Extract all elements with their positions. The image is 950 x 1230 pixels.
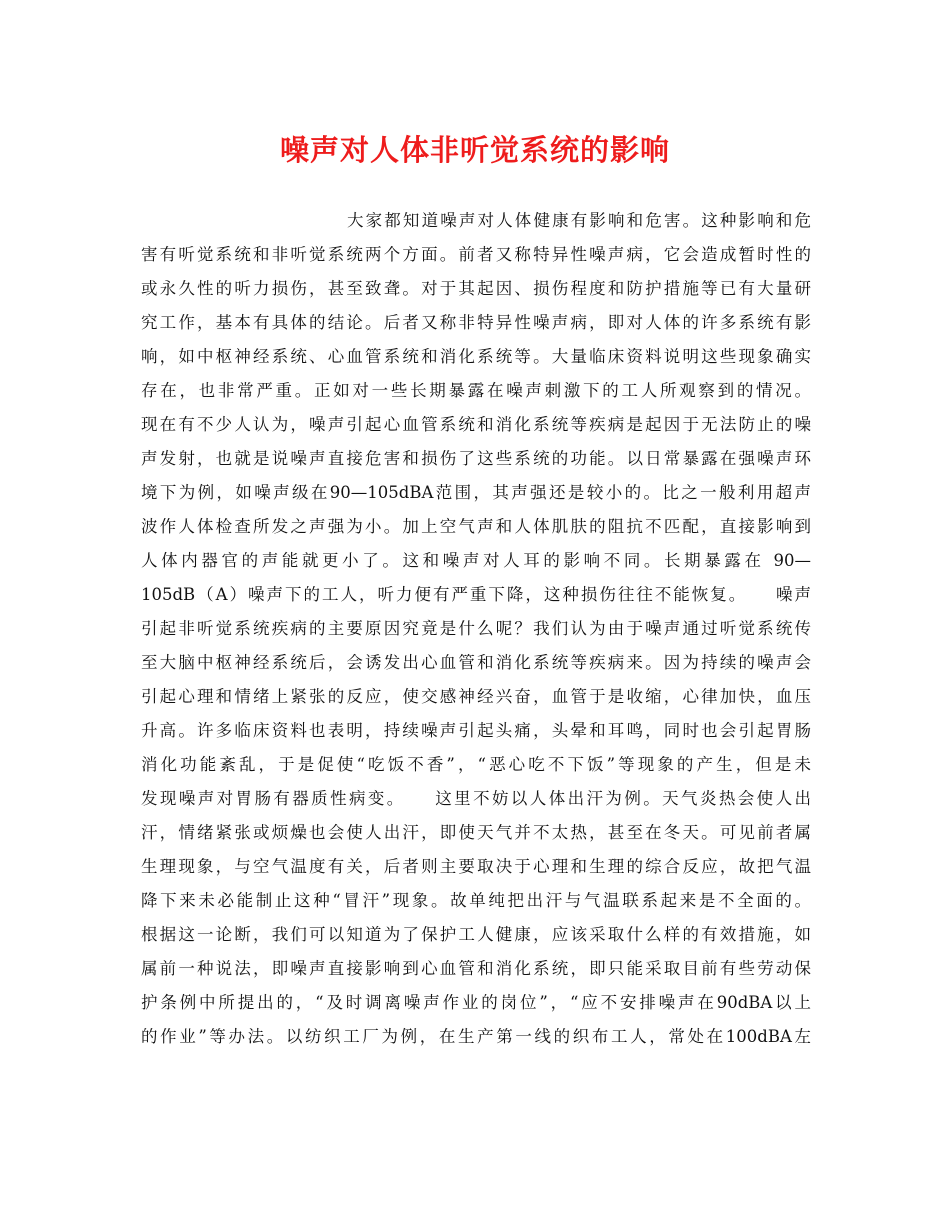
- body-line: 引起心理和情绪上紧张的反应，使交感神经兴奋，血管于是收缩，心律加快，血压: [141, 687, 811, 706]
- body-line: 或永久性的听力损伤，甚至致聋。对于其起因、损伤程度和防护措施等已有大量研: [141, 279, 811, 298]
- body-line: 升高。许多临床资料也表明，持续噪声引起头痛，头晕和耳鸣，同时也会引起胃肠: [141, 721, 811, 740]
- body-line: 害有听觉系统和非听觉系统两个方面。前者又称特异性噪声病，它会造成暂时性的: [141, 245, 811, 264]
- body-line: 大家都知道噪声对人体健康有影响和危害。这种影响和危: [347, 211, 811, 230]
- body-line: 生理现象，与空气温度有关，后者则主要取决于心理和生理的综合反应，故把气温: [141, 857, 811, 876]
- body-line: 人体内器官的声能就更小了。这和噪声对人耳的影响不同。长期暴露在 90—: [141, 551, 811, 570]
- body-line: 波作人体检查所发之声强为小。加上空气声和人体肌肤的阻抗不匹配，直接影响到: [141, 517, 811, 536]
- body-line: 境下为例，如噪声级在90—105dBA范围，其声强还是较小的。比之一般利用超声: [141, 483, 811, 502]
- body-line: 汗，情绪紧张或烦燥也会使人出汗，即使天气并不太热，甚至在冬天。可见前者属: [141, 823, 811, 842]
- body-line: 存在，也非常严重。正如对一些长期暴露在噪声刺激下的工人所观察到的情况。: [141, 381, 811, 400]
- body-line: 的作业”等办法。以纺织工厂为例，在生产第一线的织布工人，常处在100dBA左: [141, 1027, 811, 1046]
- document-body: [141, 204, 811, 1054]
- body-line: 究工作，基本有具体的结论。后者又称非特异性噪声病，即对人体的许多系统有影: [141, 313, 811, 332]
- body-line: 护条例中所提出的，“及时调离噪声作业的岗位”，“应不安排噪声在90dBA以上: [141, 993, 811, 1012]
- body-line: 声发射，也就是说噪声直接危害和损伤了这些系统的功能。以日常暴露在强噪声环: [141, 449, 811, 468]
- body-line: 发现噪声对胃肠有器质性病变。 这里不妨以人体出汗为例。天气炎热会使人出: [141, 789, 811, 808]
- body-line: 消化功能紊乱，于是促使“吃饭不香”，“恶心吃不下饭”等现象的产生，但是未: [141, 755, 811, 774]
- body-line: 根据这一论断，我们可以知道为了保护工人健康，应该采取什么样的有效措施，如: [141, 925, 811, 944]
- body-line: 属前一种说法，即噪声直接影响到心血管和消化系统，即只能采取目前有些劳动保: [141, 959, 811, 978]
- body-line: 105dB（A）噪声下的工人，听力便有严重下降，这种损伤往往不能恢复。 噪声: [141, 585, 811, 604]
- body-line: 现在有不少人认为，噪声引起心血管系统和消化系统等疾病是起因于无法防止的噪: [141, 415, 811, 434]
- body-line: 降下来未必能制止这种“冒汗”现象。故单纯把出汗与气温联系起来是不全面的。: [141, 891, 811, 910]
- document-title: 噪声对人体非听觉系统的影响: [279, 133, 670, 167]
- body-line: 至大脑中枢神经系统后，会诱发出心血管和消化系统等疾病来。因为持续的噪声会: [141, 653, 811, 672]
- body-line: 引起非听觉系统疾病的主要原因究竟是什么呢？我们认为由于噪声通过听觉系统传: [141, 619, 811, 638]
- body-line: 响，如中枢神经系统、心血管系统和消化系统等。大量临床资料说明这些现象确实: [141, 347, 811, 366]
